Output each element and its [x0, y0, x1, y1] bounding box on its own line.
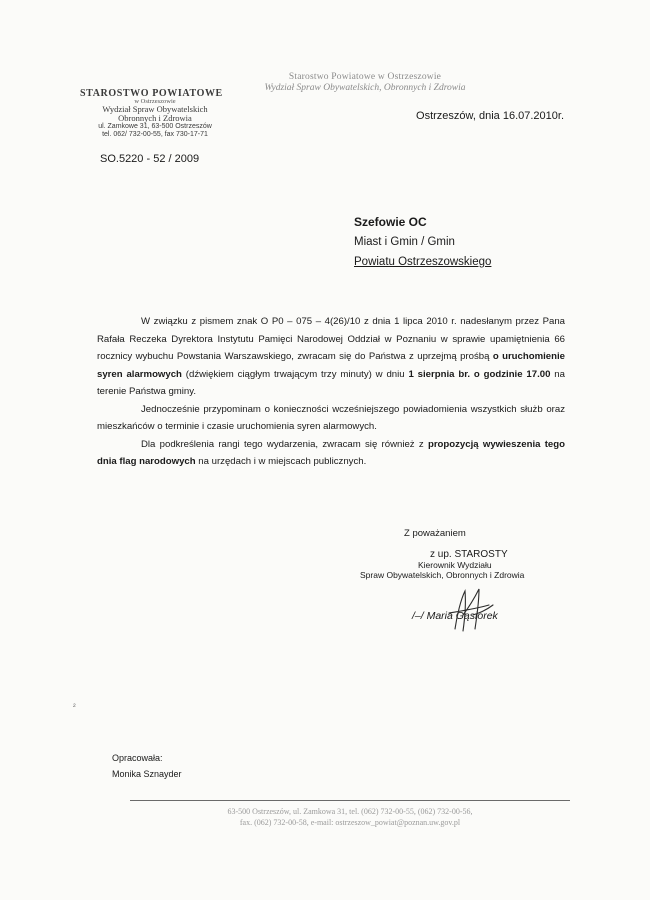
- paragraph-1: [97, 313, 565, 401]
- stamp-street: ul. Zamkowe 31, 63-500 Ostrzeszów: [98, 123, 212, 130]
- handwritten-signature: [445, 585, 505, 635]
- closing-for: z up. STAROSTY: [430, 549, 508, 560]
- addressee-line1: Szefowie OC: [354, 215, 427, 229]
- stamp-location: w Ostrzeszowie: [134, 98, 176, 105]
- prepared-by-label: Opracowała:: [112, 753, 163, 763]
- closing-greeting: Z poważaniem: [404, 528, 466, 539]
- closing-title2: Spraw Obywatelskich, Obronnych i Zdrowia: [360, 570, 525, 580]
- footer-divider: [130, 800, 570, 801]
- letter-body: [97, 313, 565, 471]
- stamp-name: STAROSTWO POWIATOWE: [80, 88, 223, 99]
- office-stamp: [80, 88, 230, 139]
- closing-signed: /–/ Maria Gąsiorek: [412, 610, 498, 622]
- footer-line1: 63-500 Ostrzeszów, ul. Zamkowa 31, tel. (062) 732-00-55, (062) 732-00-56,: [227, 807, 473, 816]
- stamp-dept-line2: Obronnych i Zdrowia: [118, 113, 192, 123]
- p3-bold-b: propozycją wywieszenia tego dnia flag narodowych: [97, 438, 565, 467]
- stamp-phone: tel. 062/ 732-00-55, fax 730-17-71: [102, 131, 208, 138]
- reference-number: SO.5220 - 52 / 2009: [100, 153, 200, 165]
- footer-line2: fax. (062) 732-00-58, e-mail: ostrzeszow_powiat@poznan.uw.gov.pl: [239, 818, 461, 827]
- addressee-line3: Powiatu Ostrzeszowskiego: [354, 256, 492, 268]
- paragraph-3: [97, 436, 565, 471]
- place-date: Ostrzeszów, dnia 16.07.2010r.: [416, 110, 564, 122]
- addressee-line2: Miast i Gmin / Gmin: [354, 236, 455, 248]
- p3-text-a: Dla podkreślenia rangi tego wydarzenia, zwracam się również z: [141, 438, 428, 450]
- letterhead-office: Starostwo Powiatowe w Ostrzeszowie: [288, 72, 442, 82]
- p1-bold-d: 1 sierpnia br. o godzinie 17.00: [408, 368, 551, 380]
- p1-bold-b: o uruchomienie syren alarmowych: [97, 351, 565, 380]
- prepared-by-name: Monika Sznayder: [112, 769, 182, 779]
- footer: [140, 806, 560, 828]
- paragraph-2: Jednocześnie przypominam o konieczności wcześniejszego powiadomienia wszystkich służb oraz mieszkańców o terminie i czasie uruchomienia syren alarmowych.: [97, 403, 565, 432]
- p1-text-c: (dźwiękiem ciągłym trwającym trzy minuty) w dniu: [181, 368, 409, 380]
- letterhead-department: Wydział Spraw Obywatelskich, Obronnych i Zdrowia: [264, 83, 466, 93]
- prepared-by: [112, 750, 182, 782]
- margin-mark: ²: [73, 702, 76, 711]
- stamp-dept-line1: Wydział Spraw Obywatelskich: [102, 104, 208, 114]
- p1-text-a: W związku z pismem znak O P0 – 075 – 4(26)/10 z dnia 1 lipca 2010 r. nadesłanym przez Pana Rafała Reczeka Dyrektora Instytutu Pamięci Narodowej Oddział w Poznaniu w sprawie upamiętnienia 66 rocznicy wybuchu Powstania Warszawskiego, zwracam się do Państwa z uprzejmą prośbą: [97, 316, 565, 362]
- addressee-block: [354, 212, 491, 272]
- p1-text-e: na terenie Państwa gminy.: [97, 368, 565, 397]
- p3-text-c: na urzędach i w miejscach publicznych.: [195, 456, 367, 467]
- closing-title1: Kierownik Wydziału: [418, 560, 492, 570]
